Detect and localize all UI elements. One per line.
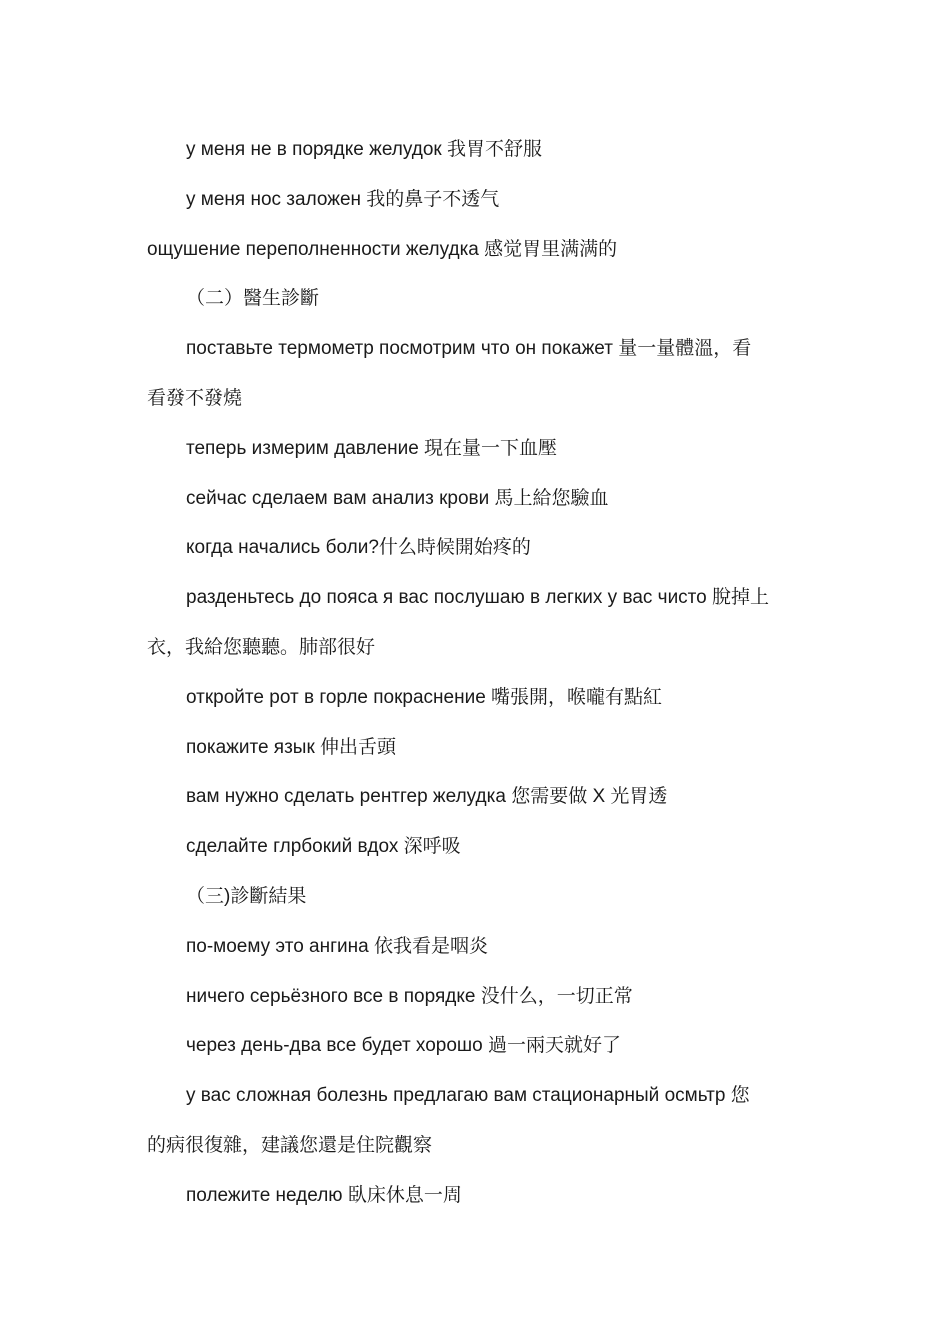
- text-line: вам нужно сделать рентгер желудка 您需要做 X 光胃透: [186, 786, 668, 808]
- section-heading: （二）醫生診斷: [186, 288, 320, 310]
- text-line: покажите язык 伸出舌頭: [186, 736, 397, 758]
- text-line: через день-два все будет хорошо 過一兩天就好了: [186, 1035, 621, 1057]
- text-line: у меня не в порядке желудок 我胃不舒服: [186, 139, 542, 160]
- text-line: полежите неделю 臥床休息一周: [186, 1184, 462, 1206]
- text-line: ничего серьёзного все в порядке 没什么，一切正常: [186, 985, 633, 1007]
- text-line: у меня нос заложен 我的鼻子不透气: [186, 188, 500, 210]
- section-heading: （三)診斷結果: [186, 885, 307, 907]
- text-line: теперь измерим давление 現在量一下血壓: [186, 437, 558, 459]
- text-line: сейчас сделаем вам анализ крови 馬上給您驗血: [186, 487, 609, 509]
- text-line: ощушение переполненности желудка 感觉胃里满满的: [147, 238, 618, 260]
- text-line-continuation: 衣，我給您聽聽。肺部很好: [147, 636, 376, 658]
- text-line-continuation: 看發不發燒: [147, 387, 243, 409]
- text-line-continuation: 的病很復雜，建議您還是住院觀察: [147, 1134, 433, 1156]
- text-line: по-моему это ангина 依我看是咽炎: [186, 935, 488, 957]
- text-line: откройте рот в горле покраснение 嘴張開，喉嚨有點紅: [186, 686, 663, 708]
- document-body: [147, 125, 827, 1221]
- text-line: когда начались боли?什么時候開始疼的: [186, 537, 531, 559]
- text-line: сделайте глрбокий вдох 深呼吸: [186, 836, 461, 858]
- text-line: поставьте термометр посмотрим что он покажет 量一量體溫，看: [186, 338, 752, 360]
- text-line: разденьтесь до пояса я вас послушаю в легких у вас чисто 脫掉上: [186, 587, 770, 609]
- text-line: у вас сложная болезнь предлагаю вам стационарный осмьтр 您: [186, 1085, 750, 1107]
